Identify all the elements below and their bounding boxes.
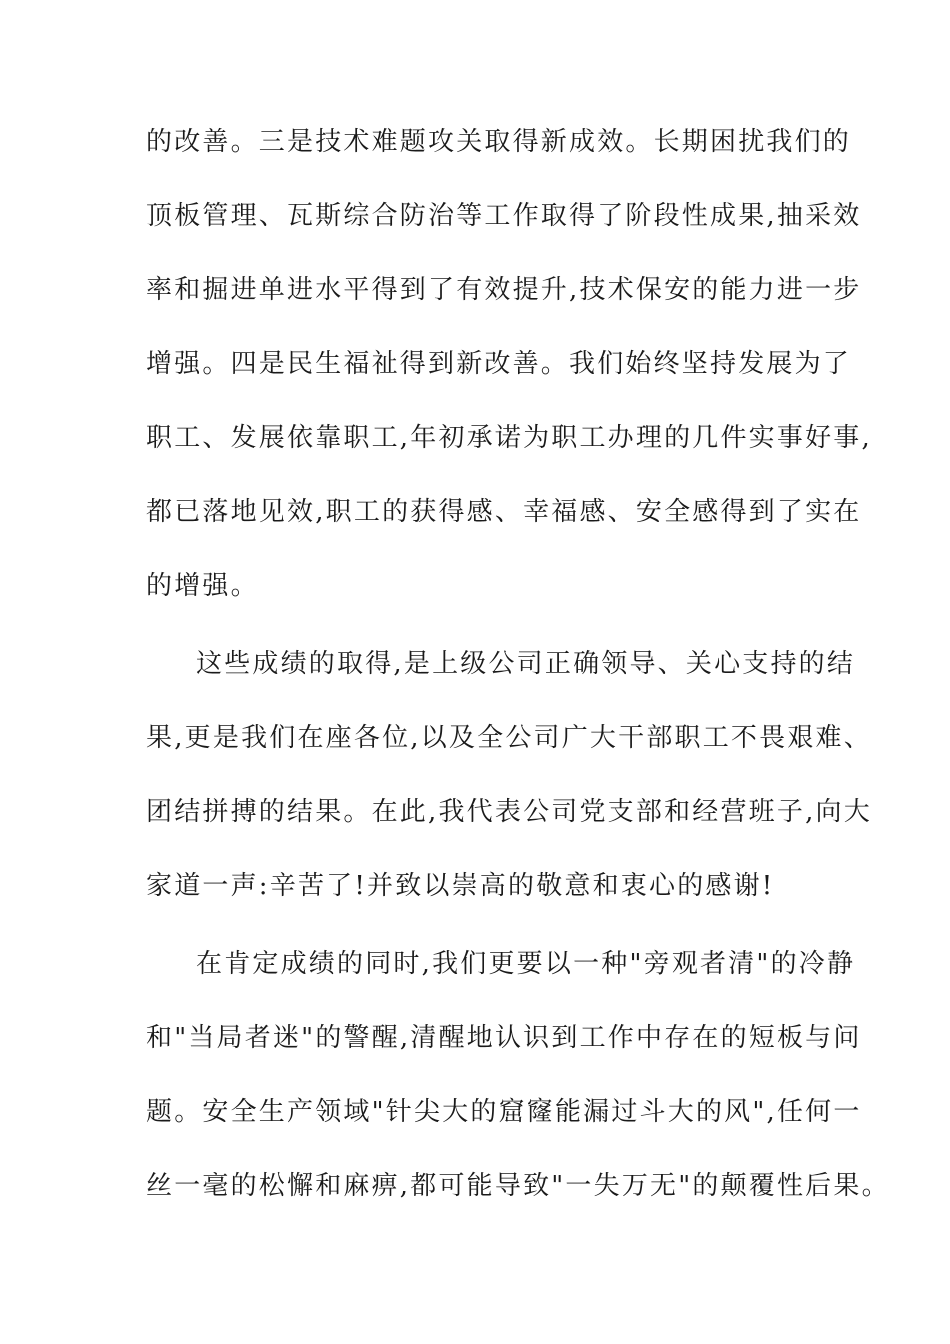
text-line: 团结拼搏的结果。在此,我代表公司党支部和经营班子,向大 [146, 797, 872, 827]
text-line: 率和掘进单进水平得到了有效提升,技术保安的能力进一步 [146, 275, 862, 305]
text-line: 果,更是我们在座各位,以及全公司广大干部职工不畏艰难、 [146, 723, 872, 753]
text-line: 职工、发展依靠职工,年初承诺为职工办理的几件实事好事, [146, 423, 872, 453]
text-line: 顶板管理、瓦斯综合防治等工作取得了阶段性成果,抽采效 [146, 201, 862, 231]
text-line: 的改善。三是技术难题攻关取得新成效。长期困扰我们的 [146, 127, 852, 157]
text-line: 丝一毫的松懈和麻痹,都可能导致"一失万无"的颠覆性后果。 [146, 1171, 890, 1201]
text-line: 和"当局者迷"的警醒,清醒地认识到工作中存在的短板与问 [146, 1023, 862, 1053]
paragraph-first-line: 在肯定成绩的同时,我们更要以一种"旁观者清"的冷静 [196, 949, 856, 979]
paragraph-first-line: 这些成绩的取得,是上级公司正确领导、关心支持的结 [196, 649, 856, 679]
text-line: 题。安全生产领域"针尖大的窟窿能漏过斗大的风",任何一 [146, 1097, 862, 1127]
text-line: 家道一声:辛苦了!并致以崇高的敬意和衷心的感谢! [146, 871, 775, 901]
text-line: 增强。四是民生福祉得到新改善。我们始终坚持发展为了 [146, 349, 852, 379]
text-line: 的增强。 [146, 571, 259, 601]
text-line: 都已落地见效,职工的获得感、幸福感、安全感得到了实在 [146, 497, 862, 527]
